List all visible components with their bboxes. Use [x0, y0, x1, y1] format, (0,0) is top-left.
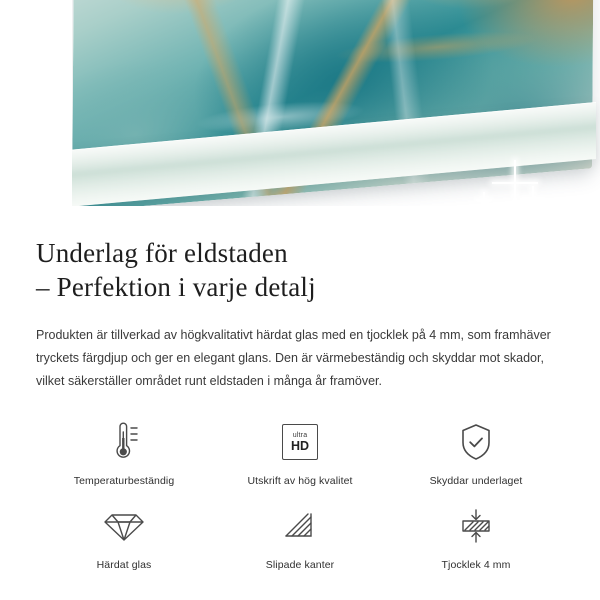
polished-edges-icon — [280, 503, 320, 549]
feature-item-protection — [388, 419, 564, 487]
page-title-line-2: – Perfektion i varje detalj — [36, 272, 316, 302]
hero-left-margin — [0, 0, 72, 222]
shield-check-icon — [457, 419, 495, 465]
hero-bottom-margin — [0, 206, 600, 222]
ultra-hd-icon — [282, 419, 318, 465]
page-title — [36, 236, 564, 304]
feature-label: Skyddar underlaget — [429, 475, 523, 487]
feature-item-polished-edges — [212, 503, 388, 571]
feature-item-print-quality — [212, 419, 388, 487]
thickness-icon — [456, 503, 496, 549]
ultra-hd-big-label: HD — [290, 438, 310, 453]
content-area — [0, 236, 600, 571]
feature-label: Tjocklek 4 mm — [441, 559, 511, 571]
hero-image — [0, 0, 600, 222]
feature-label: Härdat glas — [96, 559, 152, 571]
feature-label: Temperaturbeständig — [73, 475, 175, 487]
feature-item-tempered-glass — [36, 503, 212, 571]
product-description: Produkten är tillverkad av högkvalitativt härdat glas med en tjocklek på 4 mm, som framhäver tryckets färgdjup och ger en elegant glans. Den är värmebeständig och skyddar mot skador, vilket säkerställer området runt eldstaden i många år framöver. — [36, 328, 551, 388]
ultra-hd-small-label: ultra — [292, 431, 308, 439]
feature-label: Slipade kanter — [265, 559, 335, 571]
feature-item-thickness — [388, 503, 564, 571]
feature-label: Utskrift av hög kvalitet — [247, 475, 353, 487]
thermometer-icon — [104, 419, 144, 465]
diamond-icon — [103, 503, 145, 549]
feature-grid — [36, 419, 564, 571]
feature-item-temperature — [36, 419, 212, 487]
page-title-line-1: Underlag för eldstaden — [36, 238, 288, 268]
